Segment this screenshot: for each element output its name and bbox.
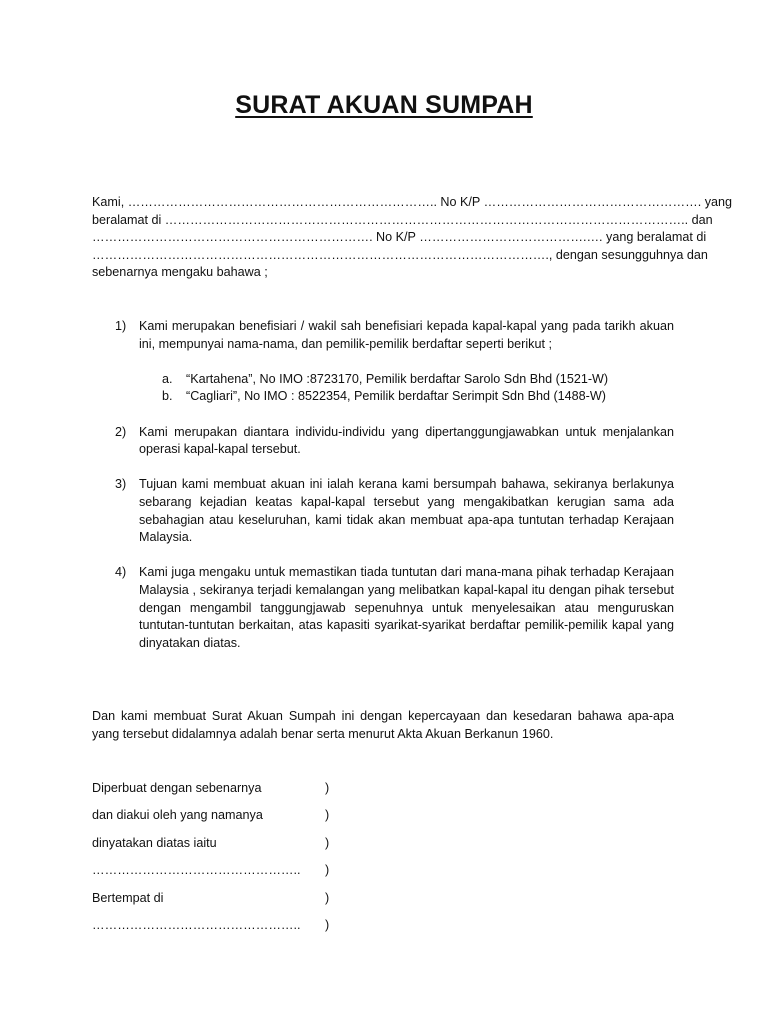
- declaration-list: [92, 318, 674, 670]
- signature-bracket: ): [325, 890, 330, 905]
- list-item-number: 3): [115, 477, 127, 492]
- signature-name-line: …………………………………………..: [92, 863, 301, 878]
- intro-line: Kami, ……………………………………………………………….. No K/P ……………………………………………. yang: [92, 195, 733, 209]
- list-item-text: Kami merupakan diantara individu-individu yang dipertanggungjawabkan untuk menjalankan operasi kapal-kapal tersebut.: [139, 424, 674, 457]
- signature-label: Bertempat di: [92, 890, 164, 905]
- vessel-item: [139, 388, 674, 406]
- list-item-text: Kami juga mengaku untuk memastikan tiada tuntutan dari mana-mana pihak terhadap Kerajaan Malaysia , sekiranya terjadi kemalangan yang melibatkan kapal-kapal itu dengan pihak tersebut dengan mengambil tanggungjawab sepenuhnya untuk menyelesaikan atau menguruskan tuntutan-tuntutan berkaitan, atas kapasiti syarikat-syarikat berdaftar pemilik-pemilik kapal yang dinyatakan diatas.: [139, 565, 674, 650]
- closing-paragraph: Dan kami membuat Surat Akuan Sumpah ini dengan kepercayaan dan kesedaran bahawa apa-apa yang tersebut didalamnya adalah benar serta menurut Akta Akuan Berkanun 1960.: [92, 709, 674, 741]
- intro-line: sebenarnya mengaku bahawa ;: [92, 265, 268, 280]
- signature-row: [92, 917, 392, 944]
- signature-label: dan diakui oleh yang namanya: [92, 808, 263, 823]
- list-item-number: 4): [115, 565, 127, 580]
- signature-bracket: ): [325, 863, 330, 878]
- signature-row: [92, 780, 392, 807]
- signature-label: dinyatakan diatas iaitu: [92, 835, 217, 850]
- document-title: SURAT AKUAN SUMPAH: [235, 91, 533, 119]
- intro-line: …………………………………………………………. No K/P ………………………………….…. yang beralamat di: [92, 230, 707, 245]
- vessel-sublist: [139, 371, 674, 406]
- signature-row: [92, 890, 392, 917]
- intro-line: ………………………………………………………………………………………………., dengan sesungguhnya dan: [92, 247, 708, 262]
- signature-bracket: ): [325, 917, 330, 932]
- vessel-item-letter: a.: [162, 371, 173, 386]
- signature-bracket: ): [325, 781, 330, 795]
- signature-row: [92, 807, 392, 834]
- list-item: [92, 564, 674, 652]
- signature-label: Diperbuat dengan sebenarnya: [92, 781, 262, 795]
- signature-block: [92, 780, 392, 944]
- vessel-item-text: “Cagliari”, No IMO : 8522354, Pemilik berdaftar Serimpit Sdn Bhd (1488-W): [186, 389, 606, 404]
- signature-row: [92, 862, 392, 889]
- vessel-item: [139, 371, 674, 389]
- signature-bracket: ): [325, 808, 330, 823]
- list-item-number: 2): [115, 424, 127, 439]
- list-item-text: Tujuan kami membuat akuan ini ialah kerana kami bersumpah bahawa, sekiranya berlakunya sebarang kejadian keatas kapal-kapal tersebut yang mengakibatkan kerugian sama ada sebahagian atau keseluruhan, kami tidak akan membuat apa-apa tuntutan terhadap Kerajaan Malaysia.: [139, 477, 674, 545]
- list-item: [92, 318, 674, 406]
- list-item: [92, 476, 674, 546]
- vessel-item-letter: b.: [162, 389, 173, 404]
- signature-place-line: …………………………………………..: [92, 917, 301, 932]
- signature-bracket: ): [325, 835, 330, 850]
- intro-line: beralamat di …………………………………………………………………………………………………………….. dan: [92, 212, 713, 227]
- list-item-number: 1): [115, 319, 127, 333]
- list-item: [92, 424, 674, 459]
- intro-paragraph: [92, 194, 733, 282]
- signature-row: [92, 835, 392, 862]
- list-item-text: Kami merupakan benefisiari / wakil sah benefisiari kepada kapal-kapal yang pada tarikh akuan ini, mempunyai nama-nama, dan pemilik-pemilik berdaftar seperti berikut ;: [139, 319, 674, 351]
- vessel-item-text: “Kartahena”, No IMO :8723170, Pemilik berdaftar Sarolo Sdn Bhd (1521-W): [186, 371, 609, 386]
